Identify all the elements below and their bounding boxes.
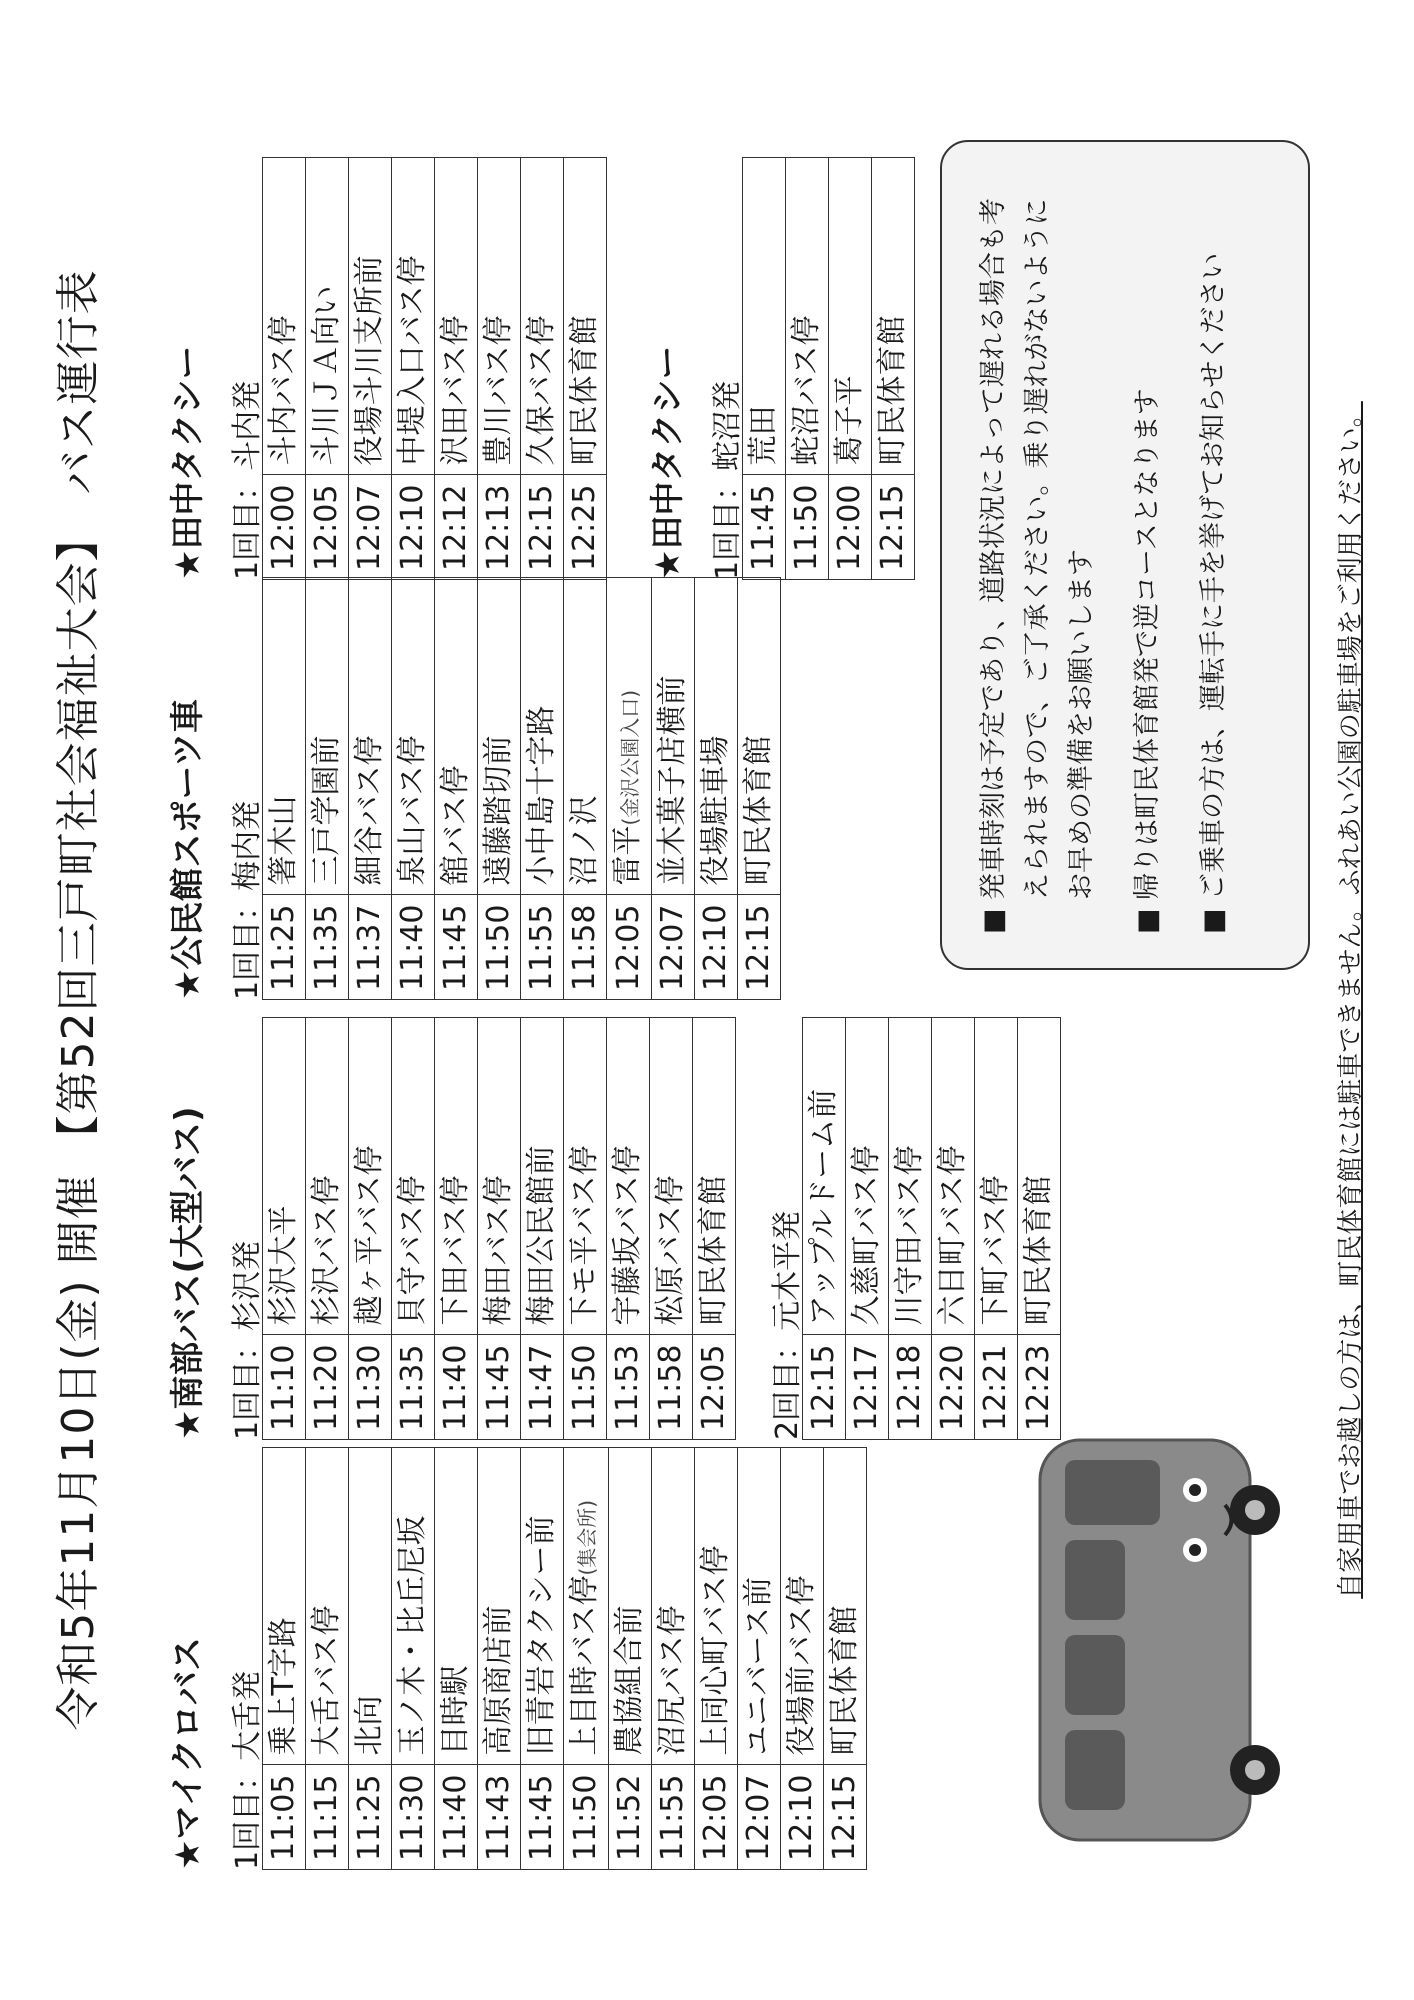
table-row	[263, 577, 306, 999]
departure-time: 11:58	[564, 894, 607, 999]
stop-cell	[392, 1017, 435, 1334]
table-row	[564, 577, 607, 999]
table-row	[306, 157, 349, 579]
departure-time: 11:47	[521, 1334, 564, 1439]
table-row	[521, 157, 564, 579]
departure-time: 12:15	[872, 474, 915, 579]
stop-name: 沢田バス停	[438, 315, 473, 466]
stop-name: 川守田バス停	[892, 1145, 927, 1326]
departure-time: 11:25	[349, 1764, 392, 1869]
stop-cell	[478, 157, 521, 474]
route-name: ★公民館スポーツ車	[168, 698, 208, 1000]
departure-time: 12:05	[306, 474, 349, 579]
departure-time: 12:12	[435, 474, 478, 579]
stop-cell	[695, 577, 738, 894]
table-row	[607, 577, 652, 999]
table-row	[829, 157, 872, 579]
stop-note: (金沢公園入口)	[618, 689, 642, 826]
stop-name: アップルドーム前	[806, 1088, 841, 1326]
table-row	[650, 1017, 693, 1439]
footer-parking-note: 自家用車でお越しの方は、町民体育館には駐車できません。ふれあい公園の駐車場をご利用ください。	[1336, 401, 1366, 1599]
stop-cell	[392, 1447, 435, 1764]
departure-time: 12:18	[889, 1334, 932, 1439]
table-row	[263, 1017, 306, 1439]
table-row	[349, 1447, 392, 1869]
table-row	[607, 1017, 650, 1439]
note-text: ご乗車の方は、運転手に手を挙げてお知らせください	[1198, 252, 1229, 900]
stop-cell	[392, 157, 435, 474]
timetable	[802, 1017, 1061, 1440]
table-row	[693, 1017, 736, 1439]
table-row	[803, 1017, 846, 1439]
notes-box	[940, 140, 1310, 970]
stop-cell	[521, 157, 564, 474]
departure-time: 11:15	[306, 1764, 349, 1869]
departure-time: 11:52	[609, 1764, 652, 1869]
departure-time: 11:35	[392, 1334, 435, 1439]
stop-name: 杉沢大平	[266, 1205, 301, 1326]
route-kominkan-sports	[160, 577, 781, 1000]
stop-cell	[889, 1017, 932, 1334]
stop-cell	[349, 1017, 392, 1334]
stop-name: 遠藤踏切前	[481, 735, 516, 886]
table-row	[392, 577, 435, 999]
stop-name: 杉沢バス停	[309, 1175, 344, 1326]
stop-cell	[738, 577, 781, 894]
table-row	[738, 577, 781, 999]
stop-cell	[349, 577, 392, 894]
departure-time: 11:50	[564, 1334, 607, 1439]
departure-time: 11:05	[263, 1764, 306, 1869]
stop-name: 斗川ＪＡ向い	[309, 285, 344, 466]
departure-time: 11:45	[521, 1764, 564, 1869]
stop-cell	[824, 1447, 867, 1764]
table-row	[743, 157, 786, 579]
departure-time: 11:40	[392, 894, 435, 999]
departure-time: 11:55	[521, 894, 564, 999]
stop-name: 荒田	[746, 405, 781, 466]
stop-cell	[306, 157, 349, 474]
trip-label: 1回目：梅内発	[230, 800, 265, 1000]
departure-time: 11:37	[349, 894, 392, 999]
stop-name: 町民体育館	[827, 1605, 862, 1756]
table-row	[846, 1017, 889, 1439]
departure-time: 12:05	[607, 894, 652, 999]
stop-cell	[306, 1447, 349, 1764]
stop-cell	[609, 1447, 652, 1764]
stop-name: 町民体育館	[1021, 1175, 1056, 1326]
stop-cell	[652, 1447, 695, 1764]
stop-name: 町民体育館	[875, 315, 910, 466]
stop-name: 豊川バス停	[481, 315, 516, 466]
stop-cell	[932, 1017, 975, 1334]
stop-name: 町民体育館	[567, 315, 602, 466]
departure-time: 12:00	[829, 474, 872, 579]
stop-cell	[846, 1017, 889, 1334]
departure-time: 11:10	[263, 1334, 306, 1439]
stop-cell	[521, 1017, 564, 1334]
note-bullet: ■	[1132, 908, 1163, 934]
table-row	[349, 577, 392, 999]
stop-name: ユニバース前	[741, 1577, 776, 1756]
stop-name: 北向	[352, 1695, 387, 1756]
stop-name: 下町バス停	[978, 1175, 1013, 1326]
stop-cell	[607, 1017, 650, 1334]
stop-cell	[781, 1447, 824, 1764]
stop-name: 葛子平	[832, 375, 867, 466]
stop-name: 貝守バス停	[395, 1175, 430, 1326]
table-row	[435, 157, 478, 579]
table-row	[478, 577, 521, 999]
departure-time: 11:25	[263, 894, 306, 999]
stop-name: 蛇沼バス停	[789, 315, 824, 466]
table-row	[564, 1447, 609, 1869]
table-row	[392, 1447, 435, 1869]
table-row	[392, 157, 435, 579]
departure-time: 11:50	[564, 1764, 609, 1869]
page-title	[42, 40, 106, 1960]
departure-time: 11:55	[652, 1764, 695, 1869]
stop-name: 箸木山	[266, 795, 301, 886]
stop-name: 三戸学園前	[309, 735, 344, 886]
stop-cell	[1018, 1017, 1061, 1334]
stop-name: 乗上T字路	[266, 1617, 301, 1756]
stop-name: 下田バス停	[438, 1175, 473, 1326]
stop-name: 上同心町バス停	[698, 1545, 733, 1756]
table-row	[263, 1447, 306, 1869]
stop-cell	[786, 157, 829, 474]
table-row	[738, 1447, 781, 1869]
stop-cell	[693, 1017, 736, 1334]
departure-time: 12:23	[1018, 1334, 1061, 1439]
table-row	[306, 1017, 349, 1439]
stop-name: 農協組合前	[612, 1605, 647, 1756]
route-name: ★マイクロバス	[168, 1636, 208, 1870]
table-row	[435, 1447, 478, 1869]
stop-name: 上目時バス停	[567, 1575, 602, 1756]
stop-name: 目時駅	[438, 1665, 473, 1756]
stop-name: 久保バス停	[524, 315, 559, 466]
stop-cell	[743, 157, 786, 474]
note-text: 発車時刻は予定であり、道路状況によって遅れる場合も考えられますので、ご了承ください。乗り遅れがないようにお早めの準備をお願いします	[978, 198, 1097, 900]
stop-cell	[564, 1447, 609, 1764]
table-row	[478, 157, 521, 579]
stop-name: 役場斗川支所前	[352, 255, 387, 466]
stop-cell	[263, 1017, 306, 1334]
stop-name: 玉ノ木・比丘尼坂	[395, 1515, 430, 1756]
table-row	[889, 1017, 932, 1439]
table-row	[349, 157, 392, 579]
table-row	[652, 1447, 695, 1869]
departure-time: 11:30	[349, 1334, 392, 1439]
stop-name: 斗内バス停	[266, 315, 301, 466]
stop-cell	[521, 1447, 564, 1764]
stop-cell	[435, 1447, 478, 1764]
stop-name: 下モ平バス停	[567, 1145, 602, 1326]
departure-time: 12:07	[652, 894, 695, 999]
departure-time: 12:07	[349, 474, 392, 579]
table-row	[521, 1017, 564, 1439]
stop-name: 越ヶ平バス停	[352, 1145, 387, 1326]
stop-name: 梅田公民館前	[524, 1145, 559, 1326]
stop-cell	[349, 1447, 392, 1764]
stop-name: 沼ノ沢	[567, 795, 602, 886]
stop-cell	[435, 577, 478, 894]
stop-name: 小中島十字路	[524, 705, 559, 886]
stop-name: 役場前バス停	[784, 1575, 819, 1756]
stop-cell	[263, 157, 306, 474]
departure-time: 11:40	[435, 1334, 478, 1439]
route-tanaka-taxi-tonai	[160, 157, 607, 580]
departure-time: 12:13	[478, 474, 521, 579]
stop-name: 沼尻バス停	[655, 1605, 690, 1756]
stop-cell	[435, 157, 478, 474]
table-row	[695, 1447, 738, 1869]
table-row	[521, 1447, 564, 1869]
departure-time: 12:20	[932, 1334, 975, 1439]
departure-time: 12:15	[738, 894, 781, 999]
stop-cell	[650, 1017, 693, 1334]
table-row	[435, 577, 478, 999]
departure-time: 12:21	[975, 1334, 1018, 1439]
departure-time: 12:10	[781, 1764, 824, 1869]
stop-cell	[803, 1017, 846, 1334]
departure-time: 11:30	[392, 1764, 435, 1869]
departure-time: 12:10	[392, 474, 435, 579]
table-row	[872, 157, 915, 579]
stop-cell	[349, 157, 392, 474]
table-row	[1018, 1017, 1061, 1439]
stop-name: 町民体育館	[696, 1175, 731, 1326]
stop-cell	[829, 157, 872, 474]
table-row	[306, 577, 349, 999]
stop-name: 旧青岩タクシー前	[524, 1515, 559, 1756]
table-row	[609, 1447, 652, 1869]
trip-label: 1回目：大舌発	[230, 1670, 265, 1870]
stop-cell	[306, 577, 349, 894]
stop-name: 高原商店前	[481, 1605, 516, 1756]
title-schedule: バス運行表	[53, 269, 104, 495]
departure-time: 12:05	[695, 1764, 738, 1869]
stop-name: 久慈町バス停	[849, 1145, 884, 1326]
departure-time: 11:50	[478, 894, 521, 999]
note-item	[1126, 176, 1170, 934]
departure-time: 11:43	[478, 1764, 521, 1869]
route-tanaka-taxi-hebinuma	[640, 157, 915, 580]
stop-cell	[872, 157, 915, 474]
trip-label: 1回目：杉沢発	[230, 1240, 265, 1440]
stop-name: 泉山バス停	[395, 735, 430, 886]
timetable	[262, 1447, 867, 1870]
stop-name: 雷平	[610, 825, 645, 886]
table-row	[263, 157, 306, 579]
table-row	[478, 1017, 521, 1439]
stop-cell	[521, 577, 564, 894]
stop-name: 中堤入口バス停	[395, 255, 430, 466]
stop-name: 舘バス停	[438, 765, 473, 886]
stop-cell	[564, 157, 607, 474]
departure-time: 11:20	[306, 1334, 349, 1439]
stop-name: 松原バス停	[653, 1175, 688, 1326]
stop-cell	[652, 577, 695, 894]
stop-name: 梅田バス停	[481, 1175, 516, 1326]
table-row	[781, 1447, 824, 1869]
table-row	[435, 1017, 478, 1439]
stop-cell	[564, 1017, 607, 1334]
note-bullet: ■	[978, 908, 1009, 934]
stop-name: 並木菓子店横前	[655, 675, 690, 886]
route-microbus	[160, 1447, 867, 1870]
route-name: ★南部バス(大型バス)	[168, 1106, 208, 1440]
departure-time: 11:35	[306, 894, 349, 999]
table-row	[786, 157, 829, 579]
stop-name: 町民体育館	[741, 735, 776, 886]
stop-name: 細谷バス停	[352, 735, 387, 886]
stop-name: 役場駐車場	[698, 735, 733, 886]
timetable	[262, 1017, 736, 1440]
stop-note: (集会所)	[575, 1499, 599, 1576]
departure-time: 12:15	[824, 1764, 867, 1869]
departure-time: 12:17	[846, 1334, 889, 1439]
departure-time: 12:00	[263, 474, 306, 579]
bus-icon	[1020, 1430, 1280, 1850]
stop-cell	[435, 1017, 478, 1334]
stop-cell	[738, 1447, 781, 1764]
timetable	[262, 577, 781, 1000]
table-row	[521, 577, 564, 999]
stop-cell	[392, 577, 435, 894]
timetable	[262, 157, 607, 580]
departure-time: 11:40	[435, 1764, 478, 1869]
departure-time: 11:45	[435, 894, 478, 999]
departure-time: 12:05	[693, 1334, 736, 1439]
stop-cell	[263, 1447, 306, 1764]
stop-cell	[478, 577, 521, 894]
stop-cell	[478, 1017, 521, 1334]
stop-name: 大舌バス停	[309, 1605, 344, 1756]
timetable	[742, 157, 915, 580]
table-row	[564, 1017, 607, 1439]
note-item	[1192, 176, 1236, 934]
note-bullet: ■	[1198, 908, 1229, 934]
table-row	[932, 1017, 975, 1439]
departure-time: 12:15	[803, 1334, 846, 1439]
table-row	[975, 1017, 1018, 1439]
table-row	[306, 1447, 349, 1869]
stop-cell	[564, 577, 607, 894]
table-row	[564, 157, 607, 579]
stop-cell	[695, 1447, 738, 1764]
departure-time: 11:50	[786, 474, 829, 579]
trip-label: 1回目：蛇沼発	[710, 380, 745, 580]
departure-time: 12:07	[738, 1764, 781, 1869]
stop-name: 宇藤坂バス停	[610, 1145, 645, 1326]
departure-time: 11:45	[478, 1334, 521, 1439]
table-row	[349, 1017, 392, 1439]
stop-cell	[263, 577, 306, 894]
departure-time: 11:53	[607, 1334, 650, 1439]
trip-label: 1回目：斗内発	[230, 380, 265, 580]
note-text: 帰りは町民体育館発で逆コースとなります	[1132, 388, 1163, 900]
stop-cell	[975, 1017, 1018, 1334]
route-name: ★田中タクシー	[648, 345, 688, 580]
note-item	[972, 176, 1104, 934]
route-nanbu-bus	[160, 1017, 1061, 1440]
table-row	[652, 577, 695, 999]
departure-time: 12:25	[564, 474, 607, 579]
route-name: ★田中タクシー	[168, 345, 208, 580]
table-row	[824, 1447, 867, 1869]
stop-cell	[478, 1447, 521, 1764]
departure-time: 12:15	[521, 474, 564, 579]
stop-name: 六日町バス停	[935, 1145, 970, 1326]
departure-time: 11:45	[743, 474, 786, 579]
title-event: 令和5年11月10日(金) 開催 【第52回三戸町社会福祉大会】	[53, 516, 104, 1731]
stop-cell	[306, 1017, 349, 1334]
trip-label: 2回目：元木平発	[770, 1210, 805, 1440]
departure-time: 12:10	[695, 894, 738, 999]
stop-cell	[607, 577, 652, 894]
table-row	[392, 1017, 435, 1439]
table-row	[478, 1447, 521, 1869]
table-row	[695, 577, 738, 999]
departure-time: 11:58	[650, 1334, 693, 1439]
